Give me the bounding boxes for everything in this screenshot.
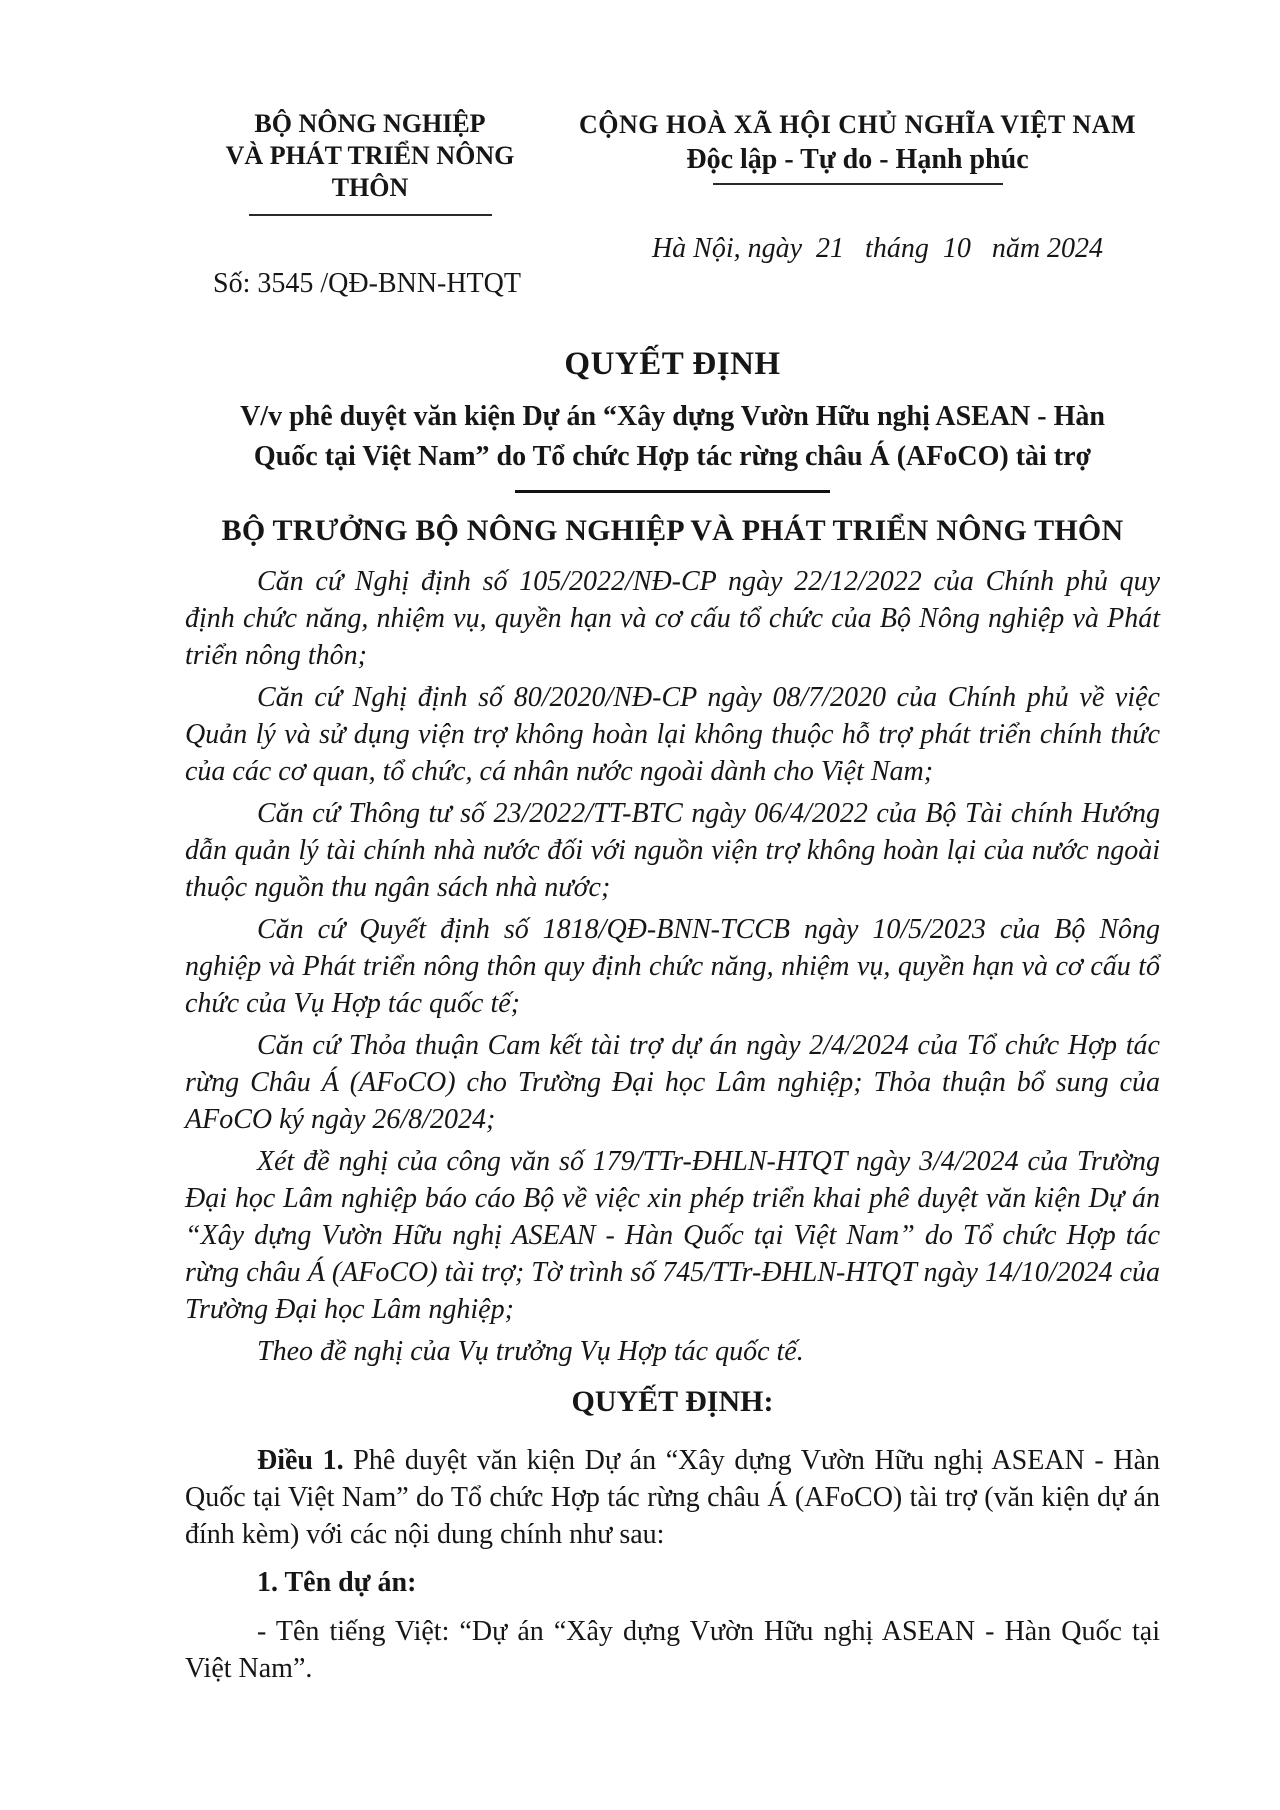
recital-paragraph: Căn cứ Thỏa thuận Cam kết tài trợ dự án ngày 2/4/2024 của Tổ chức Hợp tác rừng Châu Á (AFoCO) cho Trường Đại học Lâm nghiệp; Thỏa thuận bổ sung của AFoCO ký ngày 26/8/2024; [185,1030,1160,1135]
article-1-paragraph [185,1442,1160,1553]
issuer-underline [249,214,492,216]
place-date-line: Hà Nội, ngày 21 tháng 10 năm 2024 [651,233,1104,264]
issuer-block [185,108,555,300]
recital-paragraph: Căn cứ Nghị định số 80/2020/NĐ-CP ngày 08/7/2020 của Chính phủ về việc Quản lý và sử dụng viện trợ không hoàn lại không thuộc hỗ trợ phát triển chính thức của các cơ quan, tổ chức, cá nhân nước ngoài dành cho Việt Nam; [185,682,1160,787]
article-1-text: Phê duyệt văn kiện Dự án “Xây dựng Vườn Hữu nghị ASEAN - Hàn Quốc tại Việt Nam” do Tổ chức Hợp tác rừng châu Á (AFoCO) tài trợ (văn kiện dự án đính kèm) với các nội dung chính như sau: [185,1445,1161,1550]
article-1-label: Điều 1. [257,1445,344,1476]
document-subject: V/v phê duyệt văn kiện Dự án “Xây dựng Vườn Hữu nghị ASEAN - Hàn Quốc tại Việt Nam” do Tổ chức Hợp tác rừng châu Á (AFoCO) tài trợ [240,401,1105,472]
national-block [555,108,1160,300]
section-1-heading: 1. Tên dự án: [257,1567,417,1598]
document-content [185,108,1160,1687]
document-header [185,108,1160,300]
national-motto-line2: Độc lập - Tự do - Hạnh phúc [686,144,1029,175]
motto-underline [713,183,1003,185]
project-name-vietnamese: - Tên tiếng Việt: “Dự án “Xây dựng Vườn Hữu nghị ASEAN - Hàn Quốc tại Việt Nam”. [185,1616,1160,1684]
subject-divider [515,490,830,493]
recital-paragraph: Xét đề nghị của công văn số 179/TTr-ĐHLN-HTQT ngày 3/4/2024 của Trường Đại học Lâm nghiệp báo cáo Bộ về việc xin phép triển khai phê duyệt văn kiện Dự án “Xây dựng Vườn Hữu nghị ASEAN - Hàn Quốc tại Việt Nam” do Tổ chức Hợp tác rừng châu Á (AFoCO) tài trợ; Tờ trình số 745/TTr-ĐHLN-HTQT ngày 14/10/2024 của Trường Đại học Lâm nghiệp; [185,1146,1160,1325]
recital-paragraph: Căn cứ Thông tư số 23/2022/TT-BTC ngày 06/4/2022 của Bộ Tài chính Hướng dẫn quản lý tài chính nhà nước đối với nguồn viện trợ không hoàn lại của nước ngoài thuộc nguồn thu ngân sách nhà nước; [185,798,1160,903]
national-motto-line1: CỘNG HOÀ XÃ HỘI CHỦ NGHĨA VIỆT NAM [578,110,1137,139]
issuing-authority-heading: BỘ TRƯỞNG BỘ NÔNG NGHIỆP VÀ PHÁT TRIỂN NÔNG THÔN [221,514,1124,547]
issuer-name-line2: VÀ PHÁT TRIỂN NÔNG THÔN [225,141,515,202]
recital-paragraph: Căn cứ Nghị định số 105/2022/NĐ-CP ngày 22/12/2022 của Chính phủ quy định chức năng, nhiệm vụ, quyền hạn và cơ cấu tổ chức của Bộ Nông nghiệp và Phát triển nông thôn; [185,566,1160,671]
recital-paragraph: Theo đề nghị của Vụ trưởng Vụ Hợp tác quốc tế. [257,1336,804,1367]
issuer-name-line1: BỘ NÔNG NGHIỆP [254,109,486,138]
document-number: Số: 3545 /QĐ-BNN-HTQT [213,268,521,299]
decision-heading: QUYẾT ĐỊNH: [571,1385,774,1418]
recitals-block [185,563,1160,1687]
document-title: QUYẾT ĐỊNH [564,346,781,382]
recital-paragraph: Căn cứ Quyết định số 1818/QĐ-BNN-TCCB ngày 10/5/2023 của Bộ Nông nghiệp và Phát triển nông thôn quy định chức năng, nhiệm vụ, quyền hạn và cơ cấu tổ chức của Vụ Hợp tác quốc tế; [185,914,1160,1019]
